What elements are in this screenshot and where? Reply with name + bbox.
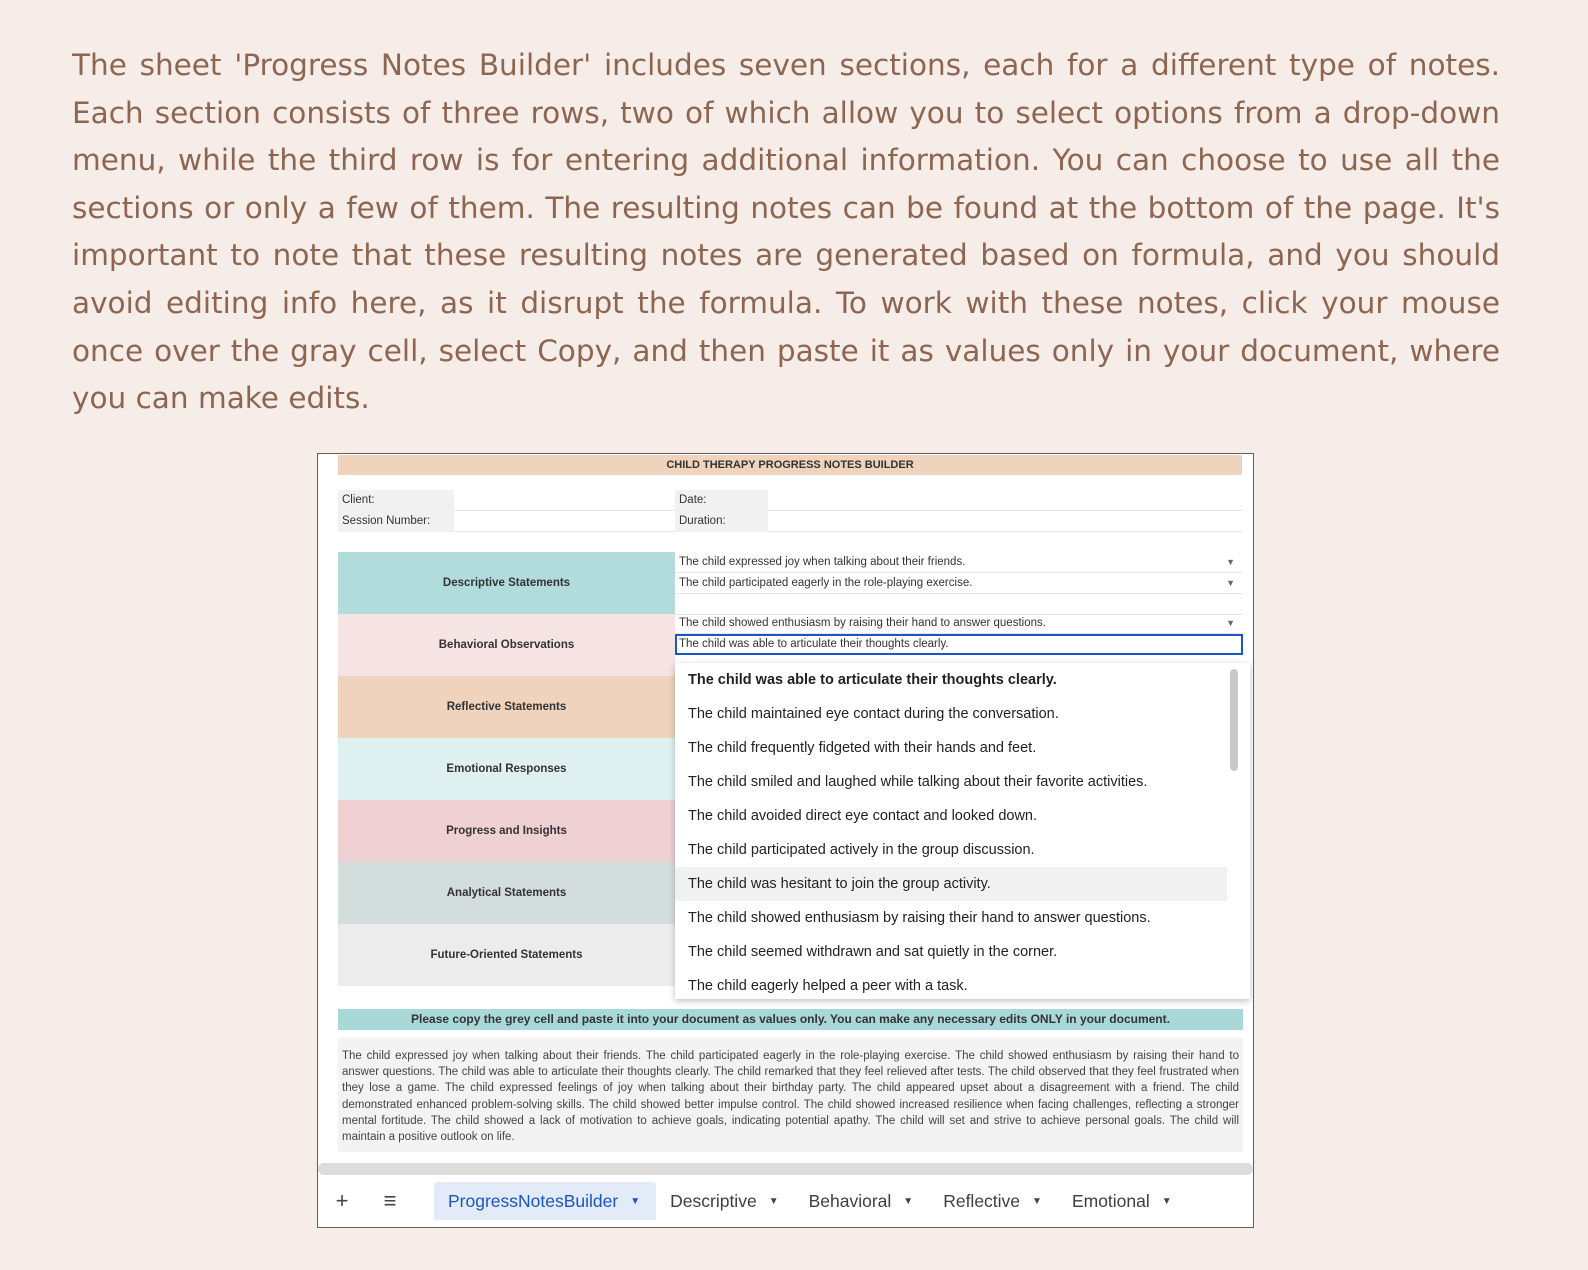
caret-down-icon[interactable]: ▼ bbox=[1161, 1195, 1172, 1207]
descriptive-select-1[interactable] bbox=[675, 552, 1243, 573]
behavioral-select-1[interactable] bbox=[675, 613, 1243, 634]
category-emotional-responses bbox=[338, 738, 675, 800]
tab-progressnotesbuilder[interactable] bbox=[434, 1182, 656, 1220]
session-number-label: Session Number: bbox=[338, 511, 454, 532]
dropdown-option[interactable]: The child was hesitant to join the group activity. bbox=[675, 867, 1227, 901]
sheet-tab-bar bbox=[318, 1175, 1253, 1227]
caret-down-icon[interactable]: ▼ bbox=[1226, 557, 1235, 567]
category-future-oriented-statements bbox=[338, 924, 675, 986]
dropdown-option[interactable]: The child smiled and laughed while talking about their favorite activities. bbox=[688, 774, 1148, 790]
client-field[interactable] bbox=[454, 490, 675, 511]
descriptive-notes-field[interactable] bbox=[675, 594, 1243, 615]
category-label: Progress and Insights bbox=[446, 825, 567, 837]
result-notes-cell[interactable]: The child expressed joy when talking about their friends. The child participated eagerly in the role-playing exercise. The child showed enthusiasm by raising their hand to answer questions. The child was able to articulate their thoughts clearly. The child remarked that they feel relieved after tests. The child observed that they feel frustrated when they lose a game. The child expressed feelings of joy when talking about their birthday party. The child appeared upset about a disagreement with a friend. The child demonstrated enhanced problem-solving skills. The child showed better impulse control. The child showed increased resilience when facing challenges, reflecting a stronger mental fortitude. The child showed a lack of motivation to achieve goals, indicating potential apathy. The child will set and strive to achieve personal goals. The child will maintain a positive outlook on life. bbox=[338, 1038, 1243, 1152]
duration-field[interactable] bbox=[768, 511, 1243, 532]
caret-down-icon[interactable]: ▼ bbox=[903, 1195, 914, 1207]
category-progress-and-insights bbox=[338, 800, 675, 862]
category-label: Future-Oriented Statements bbox=[430, 949, 583, 961]
caret-down-icon[interactable]: ▼ bbox=[1226, 578, 1235, 588]
tab-reflective[interactable] bbox=[929, 1182, 1058, 1220]
tab-label: Descriptive bbox=[670, 1190, 757, 1211]
date-field[interactable] bbox=[768, 490, 1243, 511]
selected-value: The child was able to articulate their thoughts clearly. bbox=[679, 638, 949, 650]
dropdown-menu[interactable] bbox=[675, 663, 1250, 999]
category-reflective-statements bbox=[338, 676, 675, 738]
dropdown-option[interactable]: The child seemed withdrawn and sat quietly in the corner. bbox=[688, 944, 1058, 960]
category-label: Descriptive Statements bbox=[442, 577, 571, 589]
dropdown-option[interactable]: The child maintained eye contact during the conversation. bbox=[688, 706, 1059, 722]
category-analytical-statements bbox=[338, 862, 675, 924]
behavioral-select-2[interactable] bbox=[675, 634, 1243, 655]
dropdown-option[interactable]: The child frequently fidgeted with their hands and feet. bbox=[688, 740, 1037, 756]
tab-label: ProgressNotesBuilder bbox=[448, 1190, 619, 1211]
category-label: Emotional Responses bbox=[446, 763, 567, 775]
selected-value: The child showed enthusiasm by raising their hand to answer questions. bbox=[679, 617, 1046, 629]
date-label: Date: bbox=[675, 490, 768, 511]
tab-label: Behavioral bbox=[808, 1190, 892, 1211]
horizontal-scrollbar[interactable] bbox=[318, 1163, 1253, 1175]
selected-value: The child participated eagerly in the role-playing exercise. bbox=[679, 577, 973, 589]
caret-down-icon[interactable]: ▼ bbox=[630, 1195, 641, 1207]
caret-down-icon[interactable]: ▼ bbox=[1032, 1195, 1042, 1207]
dropdown-scrollbar[interactable] bbox=[1230, 669, 1238, 771]
sheet-title: CHILD THERAPY PROGRESS NOTES BUILDER bbox=[338, 455, 1242, 475]
caret-down-icon[interactable]: ▼ bbox=[768, 1195, 779, 1207]
dropdown-option[interactable]: The child avoided direct eye contact and looked down. bbox=[688, 808, 1038, 824]
category-behavioral-observations bbox=[338, 614, 675, 676]
category-label: Behavioral Observations bbox=[438, 639, 575, 651]
category-label: Reflective Statements bbox=[446, 701, 567, 713]
dropdown-option[interactable]: The child participated actively in the group discussion. bbox=[688, 842, 1035, 858]
tab-behavioral[interactable] bbox=[795, 1182, 930, 1220]
session-number-field[interactable] bbox=[454, 511, 675, 532]
dropdown-option[interactable]: The child eagerly helped a peer with a task. bbox=[688, 978, 968, 994]
duration-label: Duration: bbox=[675, 511, 768, 532]
tab-label: Reflective bbox=[943, 1190, 1021, 1211]
spreadsheet-window bbox=[317, 453, 1254, 1228]
dropdown-option[interactable]: The child was able to articulate their thoughts clearly. bbox=[688, 672, 1057, 688]
tab-descriptive[interactable] bbox=[656, 1182, 794, 1220]
intro-paragraph: The sheet 'Progress Notes Builder' includes seven sections, each for a different type of notes. Each section consists of three rows, two of which allow you to select options from a drop-down menu, while the third row is for entering additional information. You can choose to use all the sections or only a few of them. The resulting notes can be found at the bottom of the page. It's important to note that these resulting notes are generated based on formula, and you should avoid editing info here, as it disrupt the formula. To work with these notes, click your mouse once over the gray cell, select Copy, and then paste it as values only in your document, where you can make edits. bbox=[72, 48, 1500, 416]
plus-icon[interactable]: + bbox=[335, 1188, 349, 1213]
selected-value: The child expressed joy when talking about their friends. bbox=[679, 556, 966, 568]
copy-instruction: Please copy the grey cell and paste it into your document as values only. You can make any necessary edits ONLY in your document. bbox=[338, 1009, 1243, 1030]
category-label: Analytical Statements bbox=[446, 887, 567, 899]
category-descriptive-statements bbox=[338, 552, 675, 614]
caret-down-icon[interactable]: ▼ bbox=[1226, 618, 1235, 628]
menu-icon[interactable]: ≡ bbox=[383, 1188, 397, 1213]
tab-emotional[interactable] bbox=[1058, 1182, 1188, 1220]
dropdown-option[interactable]: The child showed enthusiasm by raising their hand to answer questions. bbox=[688, 910, 1151, 926]
client-label: Client: bbox=[338, 490, 454, 511]
descriptive-select-2[interactable] bbox=[675, 573, 1243, 594]
tab-label: Emotional bbox=[1071, 1190, 1150, 1211]
